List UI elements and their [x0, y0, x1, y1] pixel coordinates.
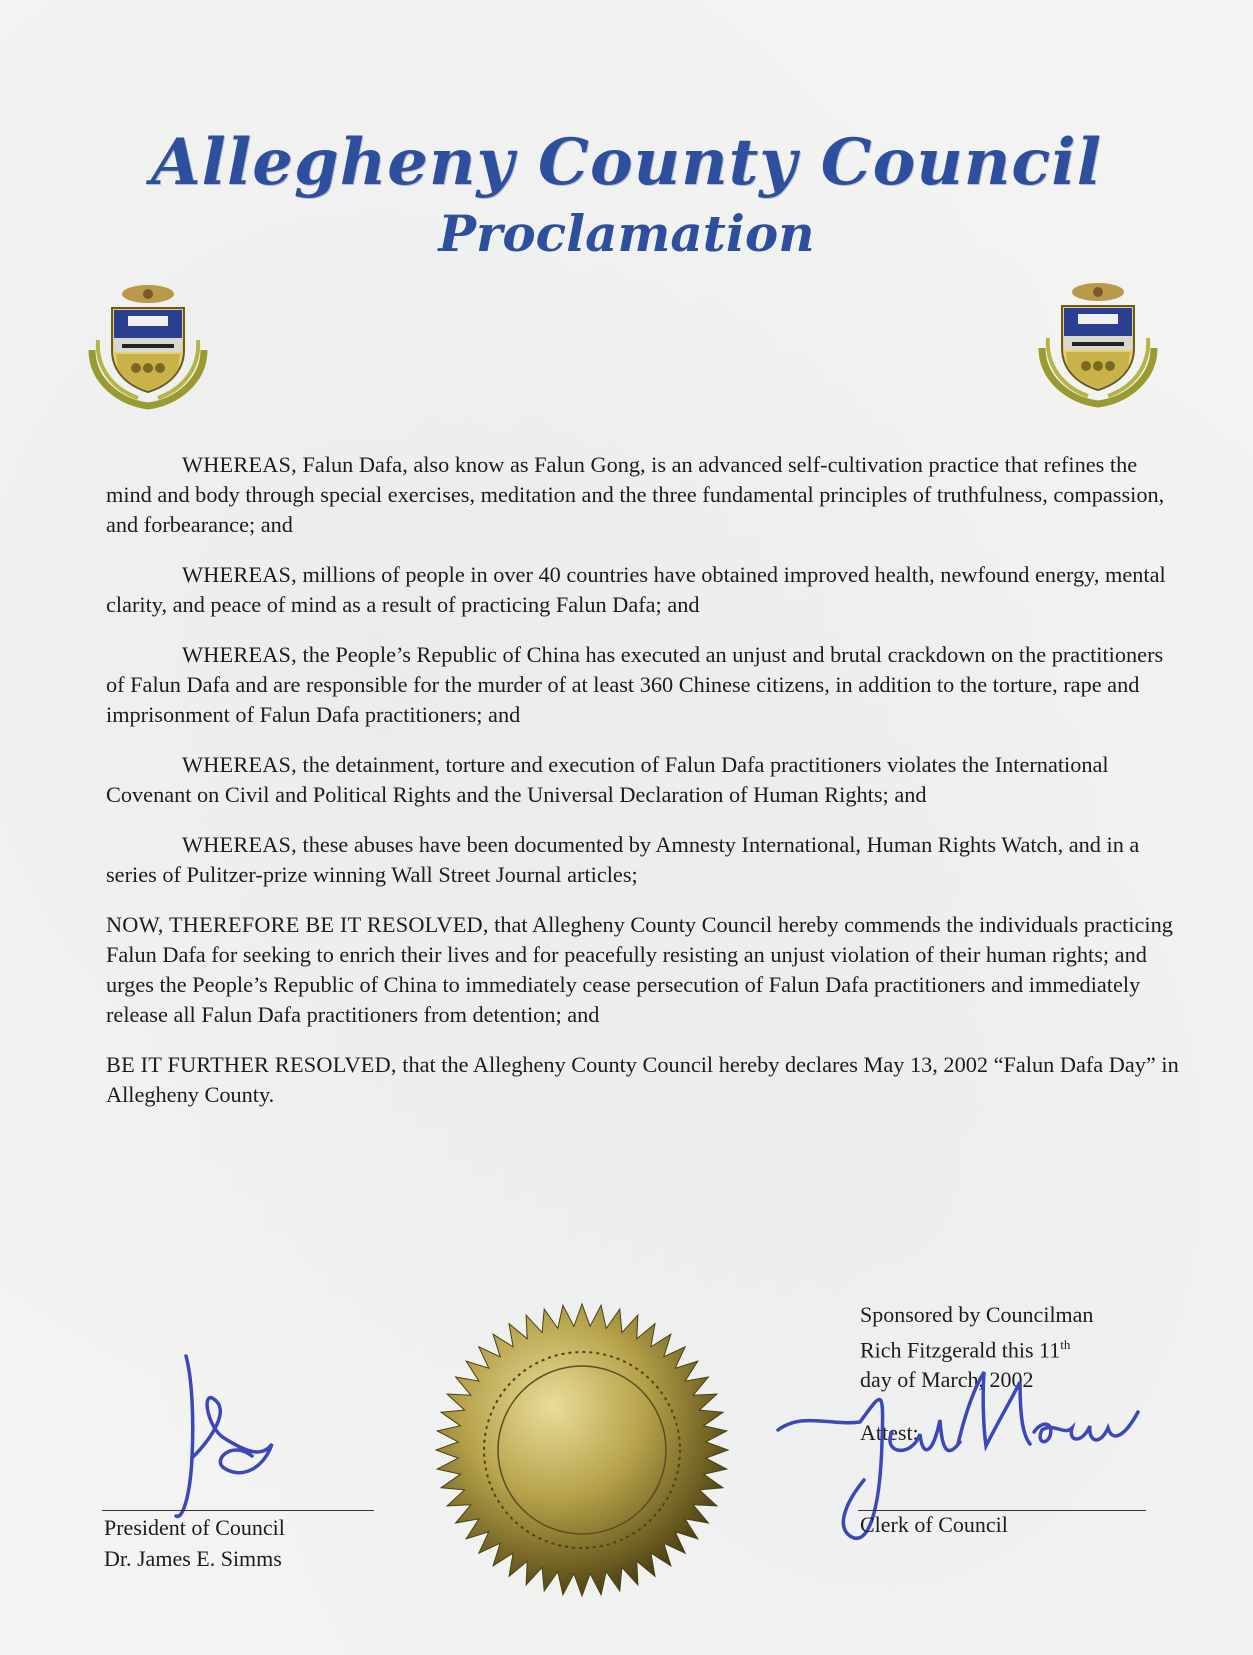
coat-of-arms-right-icon	[1028, 278, 1168, 408]
president-block	[104, 1512, 285, 1574]
proclamation-heading: Proclamation	[438, 204, 815, 264]
whereas-paragraph-4: WHEREAS, the detainment, torture and execution of Falun Dafa practitioners violates the International Covenant on Civil and Political Rights and the Universal Declaration of Human Rights; and	[106, 752, 1109, 807]
clerk-signature-line	[858, 1510, 1146, 1511]
header	[0, 125, 1253, 264]
resolved-paragraph: NOW, THEREFORE BE IT RESOLVED, that Allegheny County Council hereby commends the individuals practicing Falun Dafa for seeking to enrich their lives and for peacefully resisting an unjust violation of their human rights; and urges the People’s Republic of China to immediately cease persecution of Falun Dafa practitioners and immediately release all Falun Dafa practitioners from detention; and	[106, 912, 1173, 1027]
president-title: President of Council	[104, 1515, 285, 1540]
clerk-title: Clerk of Council	[860, 1512, 1008, 1537]
further-resolved-paragraph: BE IT FURTHER RESOLVED, that the Allegheny County Council hereby declares May 13, 2002 “Falun Dafa Day” in Allegheny County.	[106, 1052, 1179, 1107]
president-name: Dr. James E. Simms	[104, 1546, 282, 1571]
whereas-paragraph-5: WHEREAS, these abuses have been documented by Amnesty International, Human Rights Watch, and in a series of Pulitzer-prize winning Wall Street Journal articles;	[106, 832, 1140, 887]
gold-seal-icon	[432, 1300, 732, 1600]
whereas-paragraph-3: WHEREAS, the People’s Republic of China has executed an unjust and brutal crackdown on the practitioners of Falun Dafa and are responsible for the murder of at least 360 Chinese citizens, in addition to the torture, rape and imprisonment of Falun Dafa practitioners; and	[106, 642, 1164, 727]
whereas-paragraph-2: WHEREAS, millions of people in over 40 countries have obtained improved health, newfound energy, mental clarity, and peace of mind as a result of practicing Falun Dafa; and	[106, 562, 1166, 617]
council-title: Allegheny County Council	[151, 125, 1102, 200]
attest-label: Attest:	[860, 1420, 919, 1445]
sponsor-line-2: Rich Fitzgerald this 11th	[860, 1337, 1071, 1363]
sponsor-line-1: Sponsored by Councilman	[860, 1302, 1094, 1327]
president-signature-icon	[172, 1348, 282, 1528]
coat-of-arms-left-icon	[78, 280, 218, 410]
proclamation-body	[106, 450, 1181, 1130]
whereas-paragraph-1: WHEREAS, Falun Dafa, also know as Falun Gong, is an advanced self-cultivation practice that refines the mind and body through special exercises, meditation and the three fundamental principles of truthfulness, compassion, and forbearance; and	[106, 452, 1165, 537]
president-signature-line	[102, 1510, 374, 1511]
sponsor-line-3: day of March, 2002	[860, 1367, 1034, 1393]
